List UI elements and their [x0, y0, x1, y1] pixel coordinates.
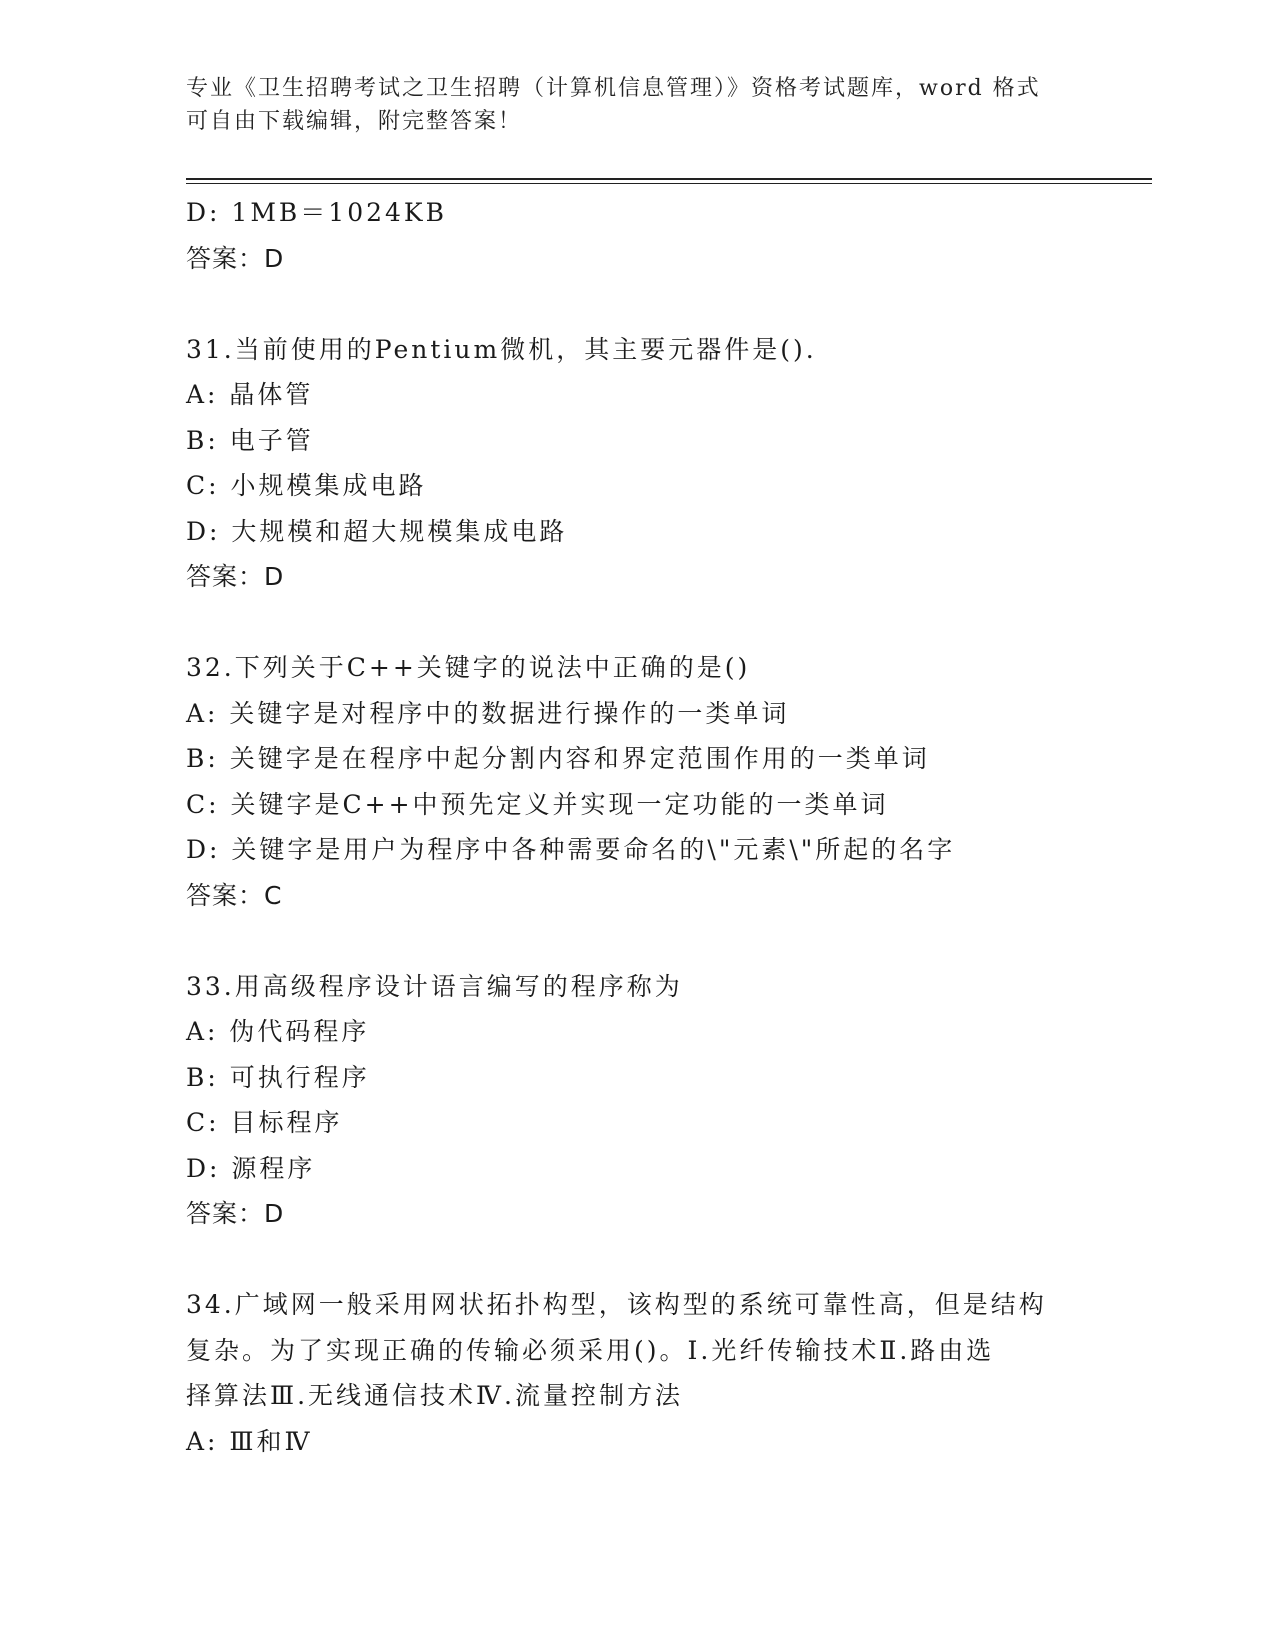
answer-line: 答案：D [186, 562, 285, 591]
spacer [186, 918, 1086, 964]
option-d: D: 大规模和超大规模集成电路 [186, 516, 568, 546]
document-header [186, 72, 1086, 138]
question-32 [186, 645, 1086, 918]
answer-line: 答案：C [186, 880, 283, 910]
question-stem: 32.下列关于C++关键字的说法中正确的是() [186, 653, 751, 682]
spacer [186, 600, 1086, 646]
option-a: A: 伪代码程序 [186, 1017, 370, 1046]
question-31 [186, 327, 1086, 600]
header-line-2: 可自由下载编辑，附完整答案！ [186, 109, 523, 134]
option-a: A: 关键字是对程序中的数据进行操作的一类单词 [186, 698, 790, 728]
spacer [186, 281, 1086, 327]
option-c: C: 关键字是C++中预先定义并实现一定功能的一类单词 [186, 789, 889, 819]
option-a: A: 晶体管 [186, 380, 314, 409]
question-stem-line-3: 择算法Ⅲ.无线通信技术Ⅳ.流量控制方法 [186, 1381, 683, 1410]
header-line-1: 专业《卫生招聘考试之卫生招聘（计算机信息管理）》资格考试题库，word 格式 [186, 76, 1041, 101]
prev-question [186, 190, 1086, 281]
option-c: C: 小规模集成电路 [186, 471, 427, 500]
question-stem-line-1: 34.广域网一般采用网状拓扑构型，该构型的系统可靠性高，但是结构 [186, 1290, 1047, 1319]
option-c: C: 目标程序 [186, 1108, 343, 1137]
question-stem: 33.用高级程序设计语言编写的程序称为 [186, 971, 683, 1001]
option-b: B: 电子管 [186, 425, 314, 455]
question-list [186, 190, 1086, 1464]
question-stem: 31.当前使用的Pentium微机，其主要元器件是(). [186, 334, 817, 364]
option-b: B: 关键字是在程序中起分割内容和界定范围作用的一类单词 [186, 744, 930, 773]
question-34 [186, 1282, 1086, 1464]
header-divider [186, 178, 1152, 184]
option-a: A: Ⅲ和Ⅳ [186, 1426, 313, 1456]
option-d: D: 源程序 [186, 1153, 316, 1183]
question-33 [186, 964, 1086, 1237]
spacer [186, 1237, 1086, 1283]
option-d: D: 关键字是用户为程序中各种需要命名的\"元素\"所起的名字 [186, 835, 956, 864]
option-b: B: 可执行程序 [186, 1062, 370, 1092]
question-stem-line-2: 复杂。为了实现正确的传输必须采用()。Ⅰ.光纤传输技术Ⅱ.路由选 [186, 1335, 995, 1365]
answer-line: 答案：D [186, 1199, 285, 1228]
option-d: D: 1MB＝1024KB [186, 198, 447, 227]
answer-line: 答案：D [186, 243, 285, 273]
